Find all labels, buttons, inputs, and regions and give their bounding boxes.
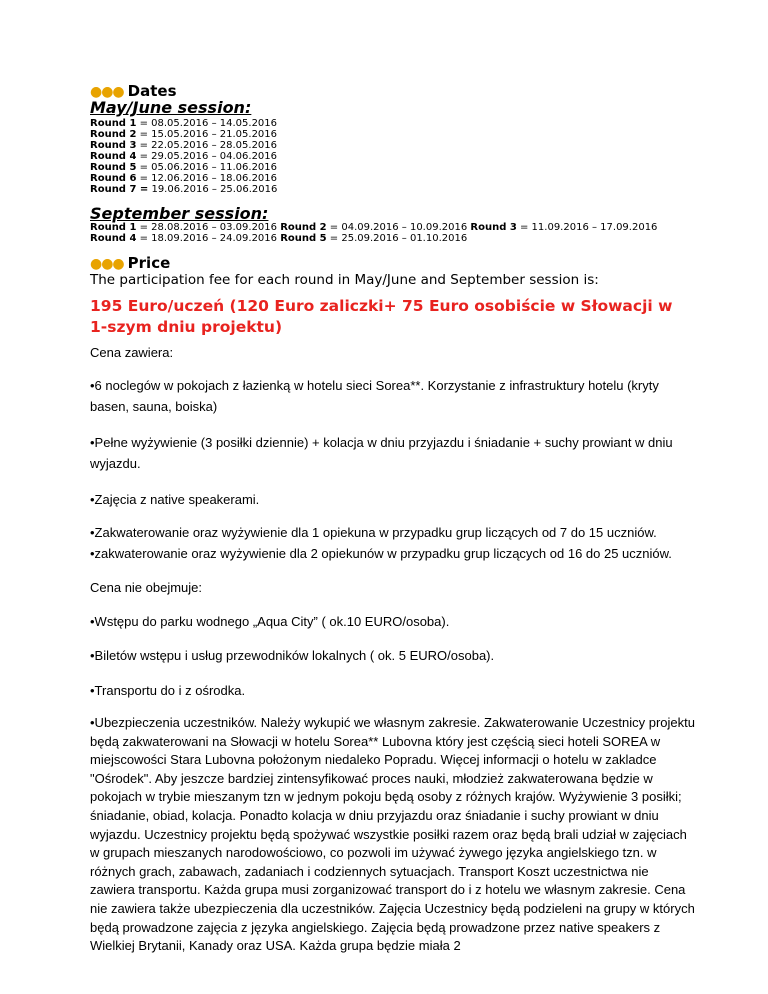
round-line	[90, 162, 277, 173]
include-item-meals: •Pełne wyżywienie (3 posiłki dziennie) + kolacja w dniu przyjazdu i śniadanie + suchy prowiant w dniu wyjazdu.	[90, 435, 673, 471]
bullet-dots-icon: ●●●	[90, 256, 124, 272]
round-dates: = 05.06.2016 – 11.06.2016	[136, 162, 278, 173]
round-label: Round 2	[90, 129, 137, 140]
round-label: Round 7 =	[90, 184, 149, 195]
round-label: Round 3	[90, 140, 137, 151]
round-line	[90, 184, 277, 195]
insurance-details-paragraph: •Ubezpieczenia uczestników. Należy wykupić we własnym zakresie. Zakwaterowanie Uczestnicy projektu będą zakwaterowani na Słowacji w hotelu Sorea** Lubovna który jest częścią sieci hoteli SOREA w miejscowości Stara Lubovna położonym niedaleko Popradu. Więcej informacji o hotelu w zakladce "Ośrodek". Aby jeszcze bardziej zintensyfikować proces nauki, młodzież zakwaterowana będzie w pokojach w trybie mieszanym tzn w jednym pokoju będą osoby z różnych krajów. Wyżywienie 3 posiłki; śniadanie, obiad, kolacja. Ponadto kolacja w dniu przyjazdu oraz śniadanie i suchy prowiant w dniu wyjazdu. Uczestnicy projektu będą spożywać wszystkie posiłki razem oraz będą brali udział w zajęciach w grupach mieszanych narodowościowo, co pozwoli im używać żywego języka angielskiego tzn. w różnych grach, zabawach, zadaniach i codziennych sytuacjach. Transport Koszt uczestnictwa nie zawiera transportu. Każda grupa musi zorganizować transport do i z hotelu we własnym zakresie. Cena nie zawiera także ubezpieczenia dla uczestników. Zajęcia Uczestnicy będą podzieleni na grupy w których będą prowadzone zajęcia z języka angielskiego. Zajęcia będą prowadzone przez native speakers z Wielkiej Brytanii, Kanady oraz USA. Każda grupa będzie miała 2	[90, 715, 695, 954]
round-dates: = 25.09.2016 – 01.10.2016	[326, 233, 468, 244]
include-item-guardian-1: •Zakwaterowanie oraz wyżywienie dla 1 opiekuna w przypadku grup liczących od 7 do 15 uczniów.	[90, 525, 657, 540]
include-item-guardian-2: •zakwaterowanie oraz wyżywienie dla 2 opiekunów w przypadku grup liczących od 16 do 25 uczniów.	[90, 546, 672, 561]
round-label: Round 6	[90, 173, 137, 184]
round-dates: = 18.09.2016 – 24.09.2016	[136, 233, 281, 244]
include-item-native-speakers: •Zajęcia z native speakerami.	[90, 492, 260, 507]
round-dates: = 04.09.2016 – 10.09.2016	[326, 222, 471, 233]
bullet-dots-icon: ●●●	[90, 84, 124, 100]
round-line	[90, 173, 277, 184]
round-dates: = 28.08.2016 – 03.09.2016	[136, 222, 281, 233]
include-item-accommodation: •6 noclegów w pokojach z łazienką w hotelu sieci Sorea**. Korzystanie z infrastruktury hotelu (kryty basen, sauna, boiska)	[90, 378, 659, 414]
round-line	[90, 222, 657, 233]
round-dates: = 22.05.2016 – 28.05.2016	[136, 140, 278, 151]
may-june-rounds-list	[90, 118, 277, 195]
round-line	[90, 233, 657, 244]
price-heading-text: Price	[127, 254, 171, 272]
round-line	[90, 118, 277, 129]
price-heading	[90, 254, 170, 273]
round-dates: = 12.06.2016 – 18.06.2016	[136, 173, 278, 184]
round-dates: = 15.05.2016 – 21.05.2016	[136, 129, 278, 140]
september-rounds-list	[90, 222, 657, 244]
round-dates: = 11.09.2016 – 17.09.2016	[516, 222, 658, 233]
includes-label: Cena zawiera:	[90, 345, 174, 360]
excludes-label: Cena nie obejmuje:	[90, 580, 203, 595]
exclude-item-tickets: •Biletów wstępu i usług przewodników lokalnych ( ok. 5 EURO/osoba).	[90, 648, 495, 663]
round-label: Round 4	[90, 151, 137, 162]
round-dates: = 08.05.2016 – 14.05.2016	[136, 118, 278, 129]
round-label: Round 5	[90, 162, 137, 173]
fee-amount: 195 Euro/uczeń (120 Euro zaliczki+ 75 Euro osobiście w Słowacji w 1-szym dniu projektu)	[90, 297, 673, 336]
dates-heading-text: Dates	[127, 82, 177, 100]
round-line	[90, 140, 277, 151]
round-label: Round 3	[470, 222, 517, 233]
round-label: Round 4	[90, 233, 137, 244]
round-line	[90, 151, 277, 162]
may-june-session-title: May/June session:	[90, 98, 252, 117]
round-label: Round 5	[280, 233, 327, 244]
round-label: Round 2	[280, 222, 327, 233]
round-dates: = 29.05.2016 – 04.06.2016	[136, 151, 278, 162]
exclude-item-transport: •Transportu do i z ośrodka.	[90, 683, 246, 698]
september-session-title: September session:	[90, 204, 269, 223]
round-dates: 19.06.2016 – 25.06.2016	[148, 184, 278, 195]
round-label: Round 1	[90, 118, 137, 129]
round-label: Round 1	[90, 222, 137, 233]
price-intro: The participation fee for each round in May/June and September session is:	[90, 272, 599, 288]
round-line	[90, 129, 277, 140]
exclude-item-aqua-city: •Wstępu do parku wodnego „Aqua City” ( ok.10 EURO/osoba).	[90, 614, 450, 629]
